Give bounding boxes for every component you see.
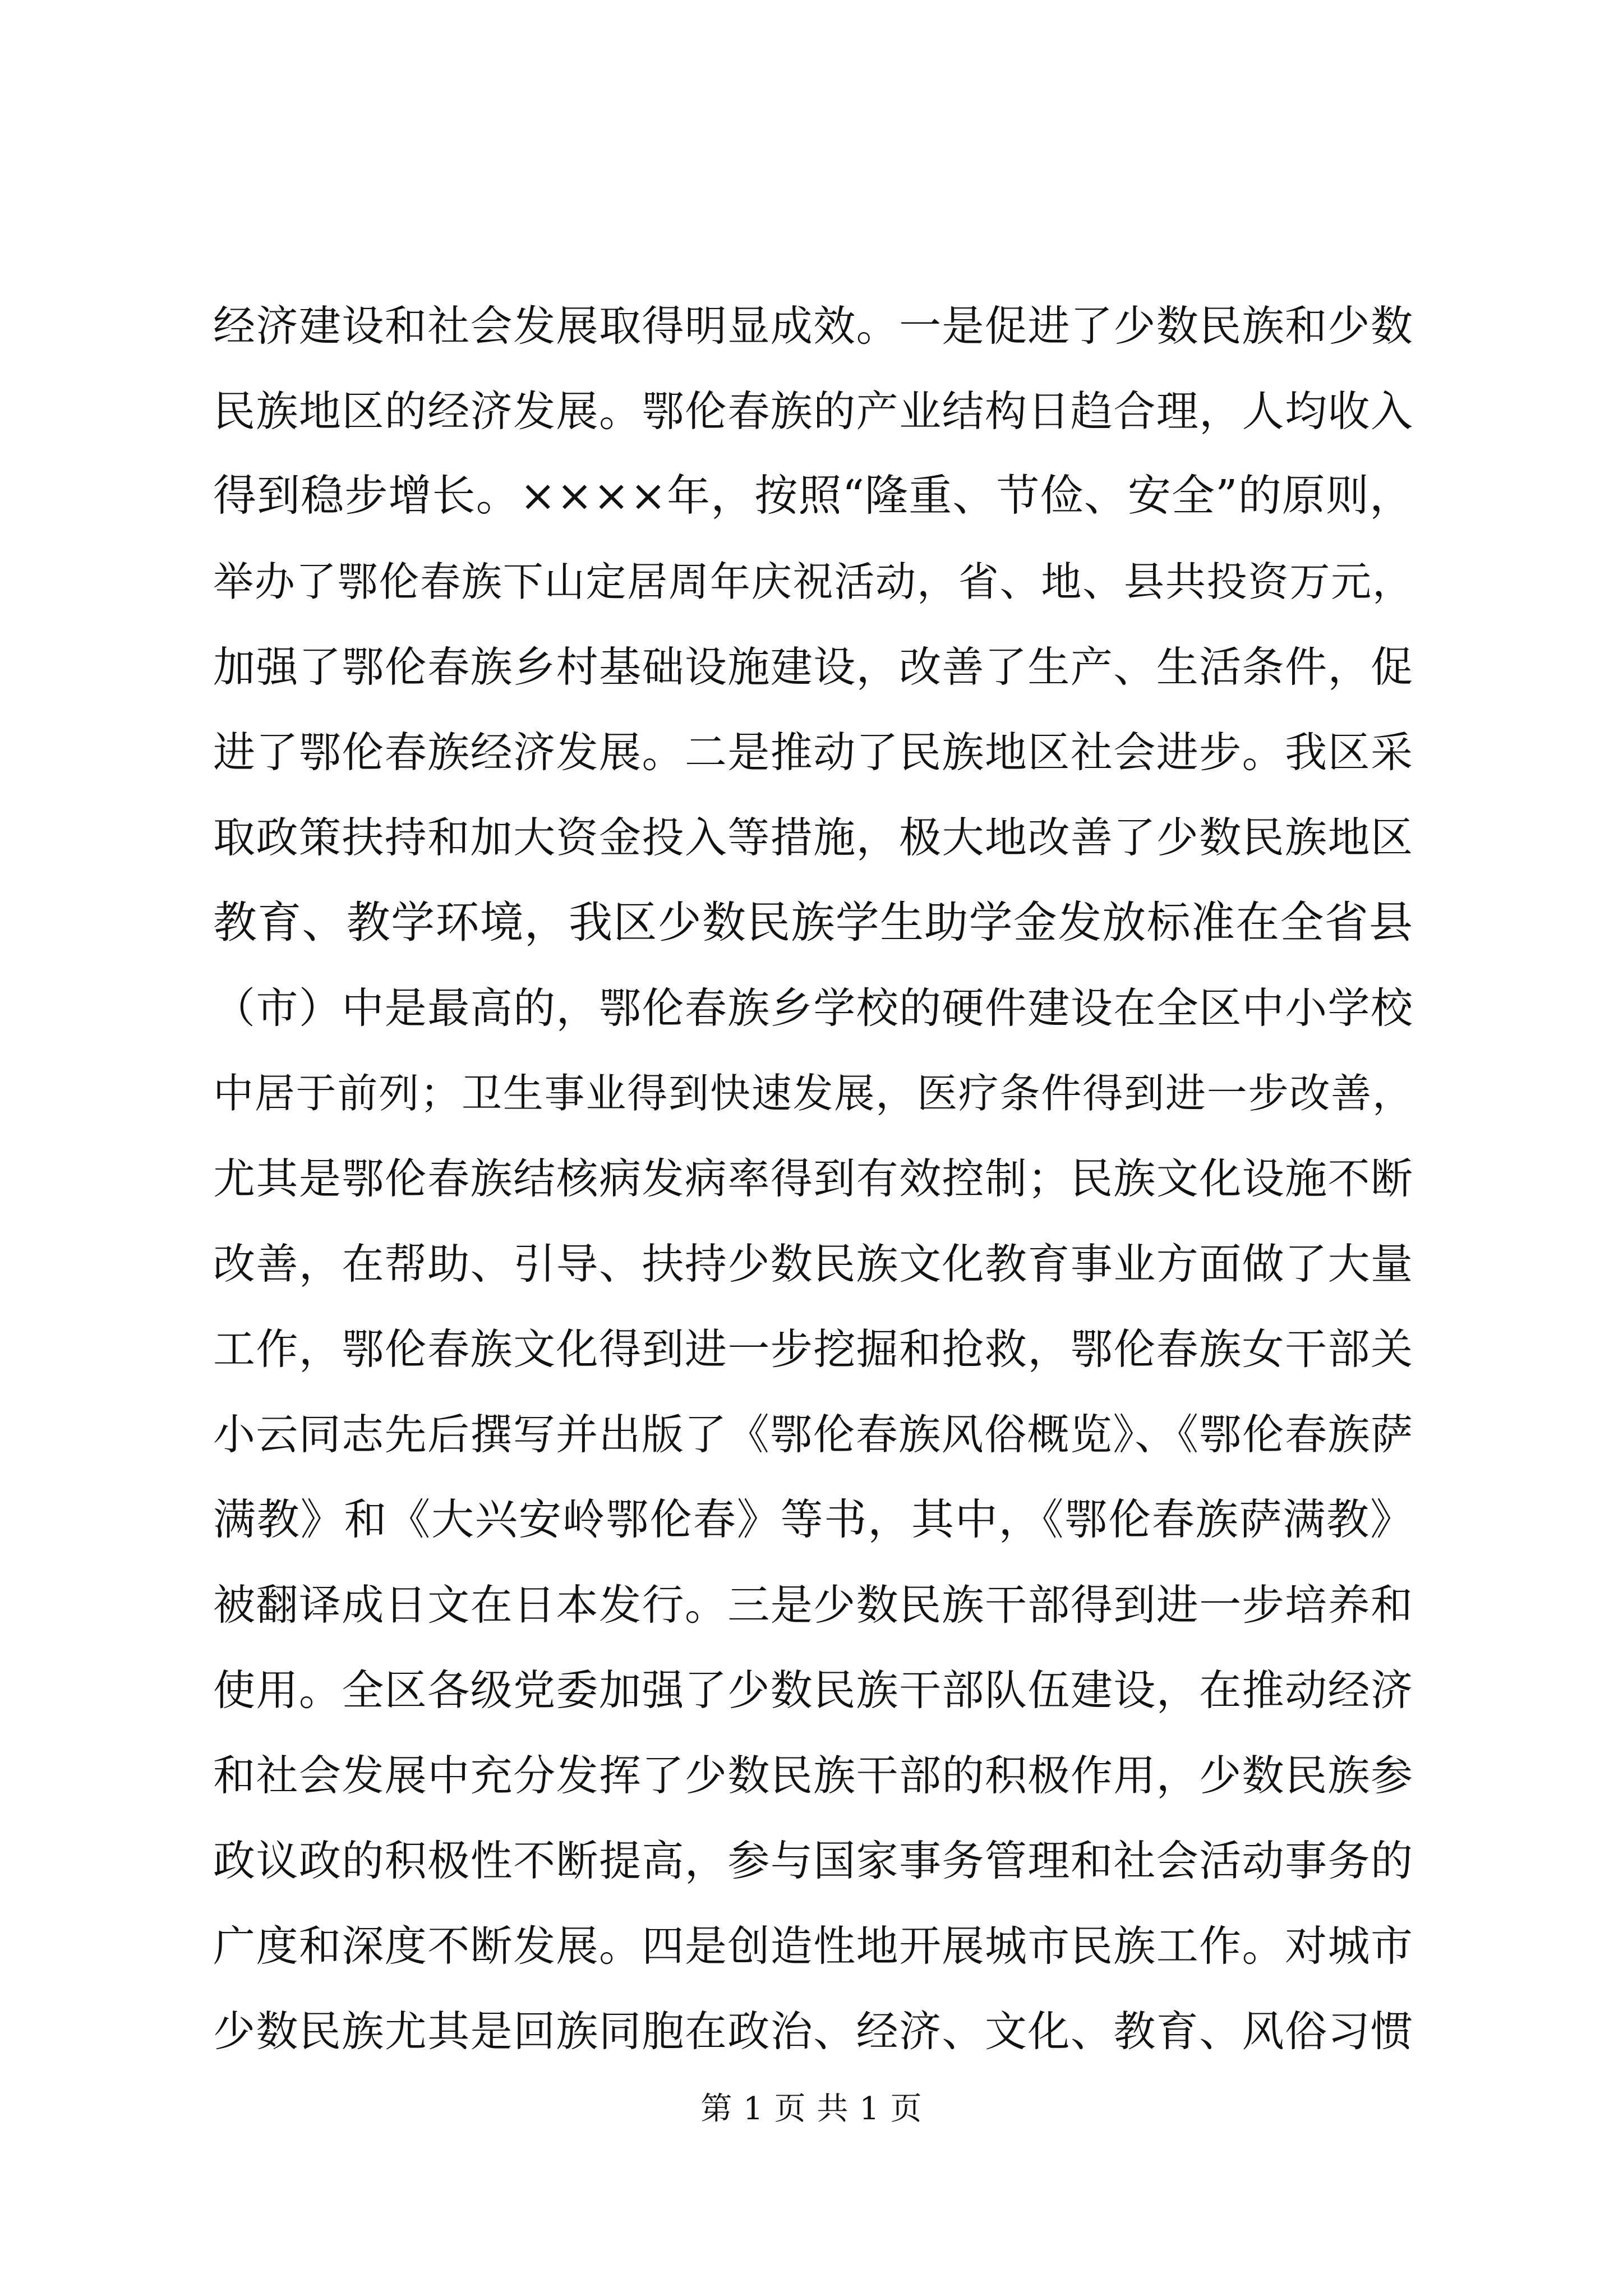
text-line: 广度和深度不断发展。四是创造性地开展城市民族工作。对城市 [213, 1921, 1413, 1971]
text-line: 改善，在帮助、引导、扶持少数民族文化教育事业方面做了大量 [213, 1239, 1413, 1289]
page-number-label: 第 1 页 共 1 页 [700, 2091, 923, 2127]
text-line: 工作，鄂伦春族文化得到进一步挖掘和抢救，鄂伦春族女干部关 [213, 1324, 1413, 1374]
text-line: 教育、教学环境，我区少数民族学生助学金发放标准在全省县 [213, 898, 1413, 948]
text-line: 进了鄂伦春族经济发展。二是推动了民族地区社会进步。我区采 [213, 728, 1413, 777]
text-line: 得到稳步增长。××××年，按照“隆重、节俭、安全”的原则， [213, 471, 1413, 521]
text-line: 小云同志先后撰写并出版了《鄂伦春族风俗概览》、《鄂伦春族萨 [213, 1410, 1413, 1459]
text-line: （市）中是最高的，鄂伦春族乡学校的硬件建设在全区中小学校 [213, 983, 1413, 1033]
text-line: 政议政的积极性不断提高，参与国家事务管理和社会活动事务的 [213, 1836, 1413, 1885]
text-line: 满教》和《大兴安岭鄂伦春》等书，其中，《鄂伦春族萨满教》 [213, 1494, 1413, 1544]
text-line: 尤其是鄂伦春族结核病发病率得到有效控制；民族文化设施不断 [213, 1154, 1413, 1203]
body-paragraph [213, 283, 1413, 2074]
text-line: 使用。全区各级党委加强了少数民族干部队伍建设，在推动经济 [213, 1665, 1413, 1715]
text-line: 中居于前列；卫生事业得到快速发展，医疗条件得到进一步改善， [213, 1070, 1413, 1117]
page-footer [0, 2087, 1623, 2132]
text-line: 被翻译成日文在日本发行。三是少数民族干部得到进一步培养和 [213, 1580, 1413, 1630]
text-line: 民族地区的经济发展。鄂伦春族的产业结构日趋合理，人均收入 [213, 386, 1413, 436]
text-line: 举办了鄂伦春族下山定居周年庆祝活动，省、地、县共投资万元， [213, 558, 1413, 605]
text-line: 少数民族尤其是回族同胞在政治、经济、文化、教育、风俗习惯 [213, 2007, 1413, 2056]
text-line: 加强了鄂伦春族乡村基础设施建设，改善了生产、生活条件，促 [213, 642, 1413, 692]
text-line: 经济建设和社会发展取得明显成效。一是促进了少数民族和少数 [213, 301, 1413, 351]
text-line: 取政策扶持和加大资金投入等措施，极大地改善了少数民族地区 [213, 813, 1413, 862]
text-line: 和社会发展中充分发挥了少数民族干部的积极作用，少数民族参 [213, 1751, 1413, 1800]
